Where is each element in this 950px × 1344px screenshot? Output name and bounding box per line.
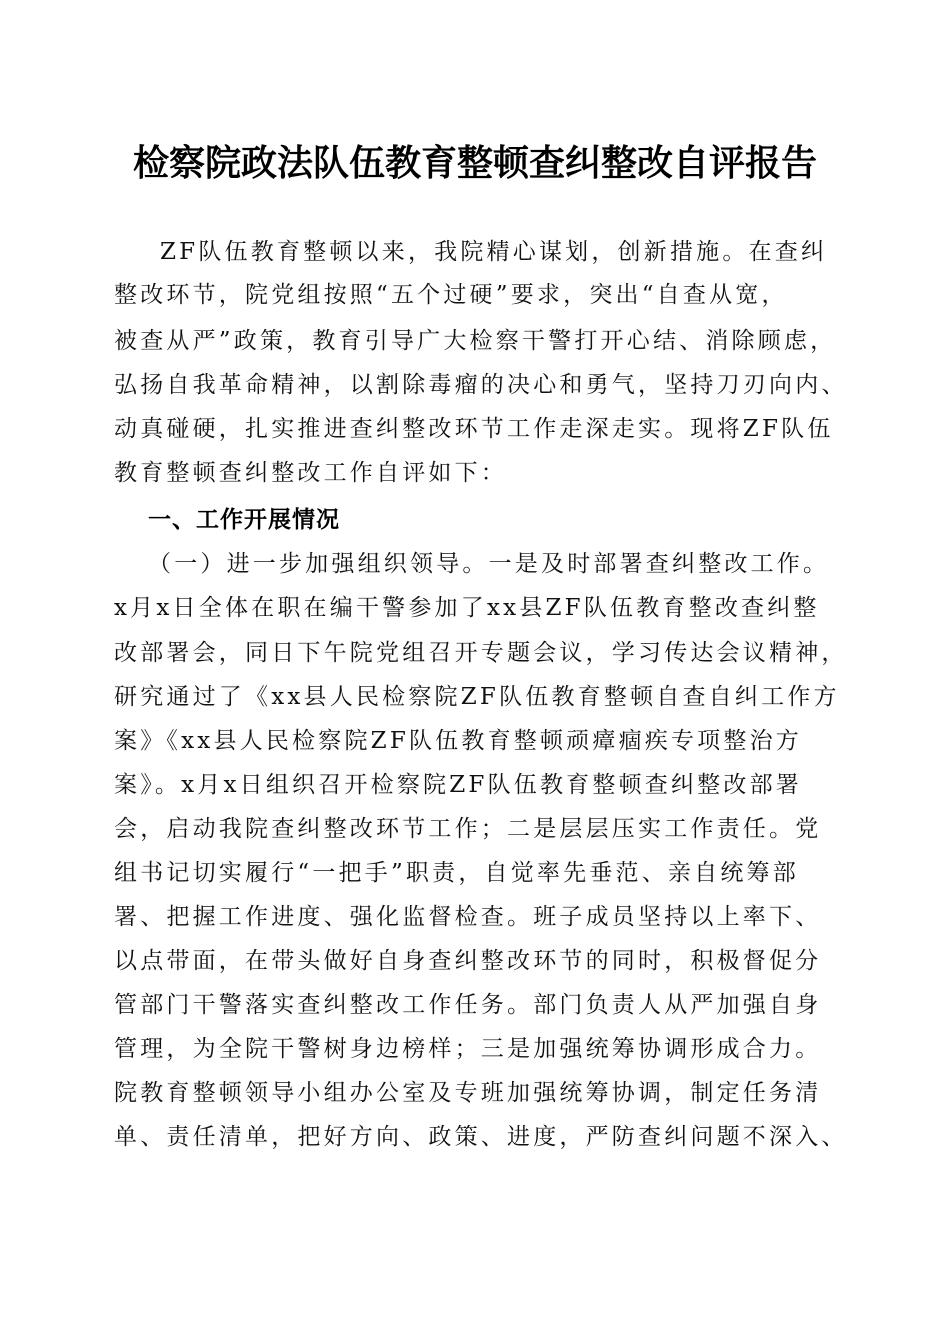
document-title: 检察院政法队伍教育整顿查纠整改自评报告	[132, 142, 817, 184]
paragraph-line: 改部署会，同日下午院党组召开专题会议，学习传达会议精神，	[114, 640, 848, 666]
paragraph-line: （一）进一步加强组织领导。一是及时部署查纠整改工作。	[148, 551, 830, 577]
paragraph-line: 研究通过了《xx县人民检察院ZF队伍教育整顿自查自纠工作方	[114, 684, 840, 710]
paragraph-line: 院教育整顿领导小组办公室及专班加强统筹协调，制定任务清	[114, 1080, 822, 1106]
paragraph-line: x月x日全体在职在编干警参加了xx县ZF队伍教育整改查纠整	[114, 595, 820, 621]
paragraph-line: 组书记切实履行“一把手”职责，自觉率先垂范、亲自统筹部	[114, 860, 799, 886]
section-heading: 一、工作开展情况	[148, 507, 340, 533]
paragraph-line: 案》《xx县人民检察院ZF队伍教育整顿顽瘴痼疾专项整治方	[114, 728, 802, 754]
paragraph-line: 弘扬自我革命精神，以割除毒瘤的决心和勇气，坚持刀刃向内、	[114, 372, 848, 398]
paragraph-line: 案》。x月x日组织召开检察院ZF队伍教育整顿查纠整改部署	[114, 772, 802, 798]
paragraph-line: 教育整顿查纠整改工作自评如下：	[114, 460, 507, 486]
paragraph-line: 动真碰硬，扎实推进查纠整改环节工作走深走实。现将ZF队伍	[114, 416, 834, 442]
paragraph-line: 管部门干警落实查纠整改工作任务。部门负责人从严加强自身	[114, 992, 822, 1018]
paragraph-line: 署、把握工作进度、强化监督检查。班子成员坚持以上率下、	[114, 904, 822, 930]
paragraph-line: 整改环节，院党组按照“五个过硬”要求，突出“自查从宽，	[114, 282, 788, 308]
paragraph-line: 以点带面，在带头做好自身查纠整改环节的同时，积极督促分	[114, 948, 822, 974]
paragraph-line: 会，启动我院查纠整改环节工作；二是层层压实工作责任。党	[114, 816, 822, 842]
paragraph-line: 被查从严”政策，教育引导广大检察干警打开心结、消除顾虑，	[114, 328, 837, 354]
paragraph-line: 管理，为全院干警树身边榜样；三是加强统筹协调形成合力。	[114, 1036, 822, 1062]
paragraph-line: 单、责任清单，把好方向、政策、进度，严防查纠问题不深入、	[114, 1124, 848, 1150]
paragraph-line: ZF队伍教育整顿以来，我院精心谋划，创新措施。在查纠	[160, 239, 828, 265]
